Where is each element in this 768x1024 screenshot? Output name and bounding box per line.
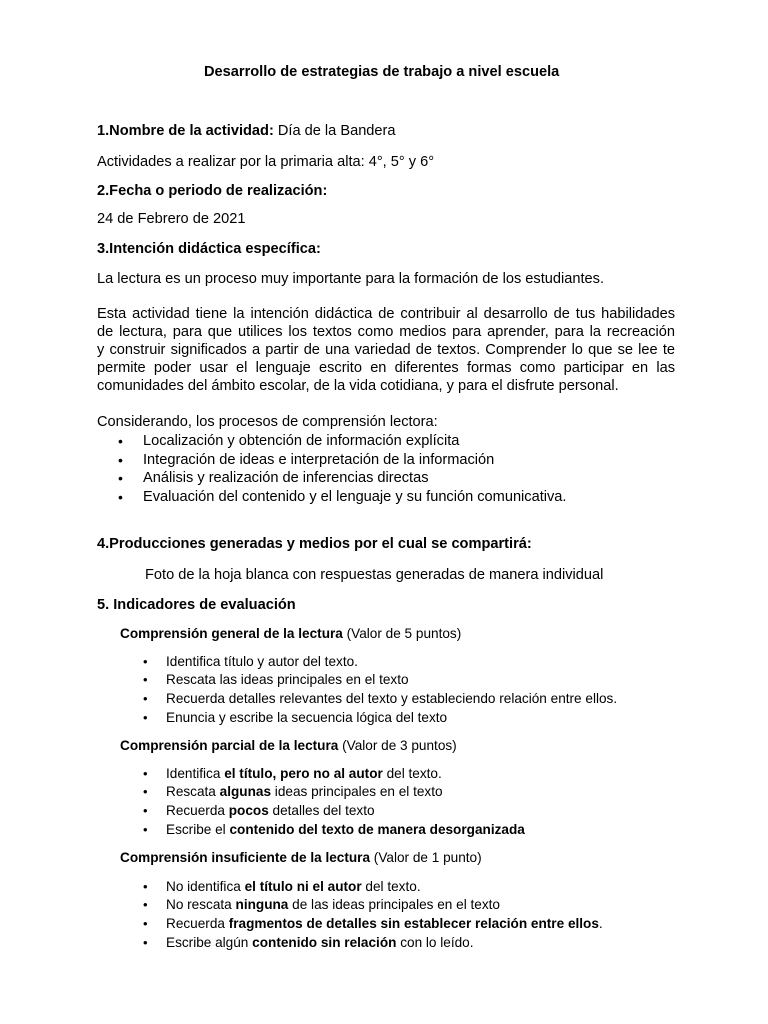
bullet-icon: • [118,452,123,468]
document-title: Desarrollo de estrategias de trabajo a nivel escuela [204,64,560,80]
intention-paragraph-line: de lectura, para que utilices los textos como medios para aprender, para la recreación [97,324,675,340]
general-item: Enuncia y escribe la secuencia lógica del texto [166,710,448,725]
bullet-icon: • [143,916,148,931]
activity-name-line [97,122,396,140]
general-item: Rescata las ideas principales en el texto [166,672,409,687]
intention-label: 3.Intención didáctica específica: [97,241,321,257]
productions-text: Foto de la hoja blanca con respuestas generadas de manera individual [145,567,604,583]
general-item: Recuerda detalles relevantes del texto y estableciendo relación entre ellos. [166,691,618,706]
process-item: Análisis y realización de inferencias directas [143,470,429,486]
insufficient-heading: Comprensión insuficiente de la lectura [120,850,371,865]
partial-heading-line [120,737,457,755]
process-item: Evaluación del contenido y el lenguaje y su función comunicativa. [143,489,567,505]
process-item: Localización y obtención de información explícita [143,433,460,449]
bullet-icon: • [118,489,123,505]
date-label: 2.Fecha o periodo de realización: [97,183,328,199]
partial-item: Identifica el título, pero no al autor del texto. [166,766,442,781]
date-value: 24 de Febrero de 2021 [97,211,246,227]
intention-paragraph-line: y construir significados a partir de una variedad de textos. Comprender lo que se lee te [97,342,675,358]
process-item: Integración de ideas e interpretación de la información [143,452,495,468]
bullet-icon: • [118,433,123,449]
bullet-icon: • [143,822,148,837]
partial-item: Recuerda pocos detalles del texto [166,803,375,818]
insufficient-heading-line [120,849,482,867]
bullet-icon: • [143,935,148,950]
productions-label: 4.Producciones generadas y medios por el cual se compartirá: [97,536,532,552]
bullet-icon: • [143,710,148,725]
bullet-icon: • [143,672,148,687]
bullet-icon: • [143,897,148,912]
activities-line: Actividades a realizar por la primaria alta: 4°, 5° y 6° [97,154,435,170]
bullet-icon: • [143,879,148,894]
bullet-icon: • [118,470,123,486]
insufficient-item: No rescata ninguna de las ideas principales en el texto [166,897,500,912]
bullet-icon: • [143,691,148,706]
insufficient-value: (Valor de 1 punto) [370,850,482,865]
bullet-icon: • [143,766,148,781]
bullet-icon: • [143,803,148,818]
bullet-icon: • [143,784,148,799]
partial-item: Escribe el contenido del texto de manera desorganizada [166,822,525,837]
considering-line: Considerando, los procesos de comprensión lectora: [97,414,438,430]
intention-paragraph-line: Esta actividad tiene la intención didáctica de contribuir al desarrollo de tus habilidades [97,306,675,322]
general-heading: Comprensión general de la lectura [120,626,343,641]
general-item: Identifica título y autor del texto. [166,654,358,669]
partial-item: Rescata algunas ideas principales en el texto [166,784,443,799]
insufficient-item: Recuerda fragmentos de detalles sin establecer relación entre ellos. [166,916,603,931]
activity-name-label: 1.Nombre de la actividad: [97,123,274,139]
indicators-label: 5. Indicadores de evaluación [97,597,296,613]
general-value: (Valor de 5 puntos) [342,626,462,641]
general-heading-line [120,625,461,643]
intention-paragraph-line: comunidades del ámbito escolar, de la vida cotidiana, y para el disfrute personal. [97,378,619,394]
intention-paragraph-line: permite poder usar el lenguaje escrito en diferentes formas como participar en las [97,360,675,376]
bullet-icon: • [143,654,148,669]
activity-name-value: Día de la Bandera [277,123,396,139]
insufficient-item: Escribe algún contenido sin relación con lo leído. [166,935,474,950]
partial-heading: Comprensión parcial de la lectura [120,738,339,753]
partial-value: (Valor de 3 puntos) [338,738,457,753]
intention-intro: La lectura es un proceso muy importante para la formación de los estudiantes. [97,271,605,287]
insufficient-item: No identifica el título ni el autor del texto. [166,879,421,894]
